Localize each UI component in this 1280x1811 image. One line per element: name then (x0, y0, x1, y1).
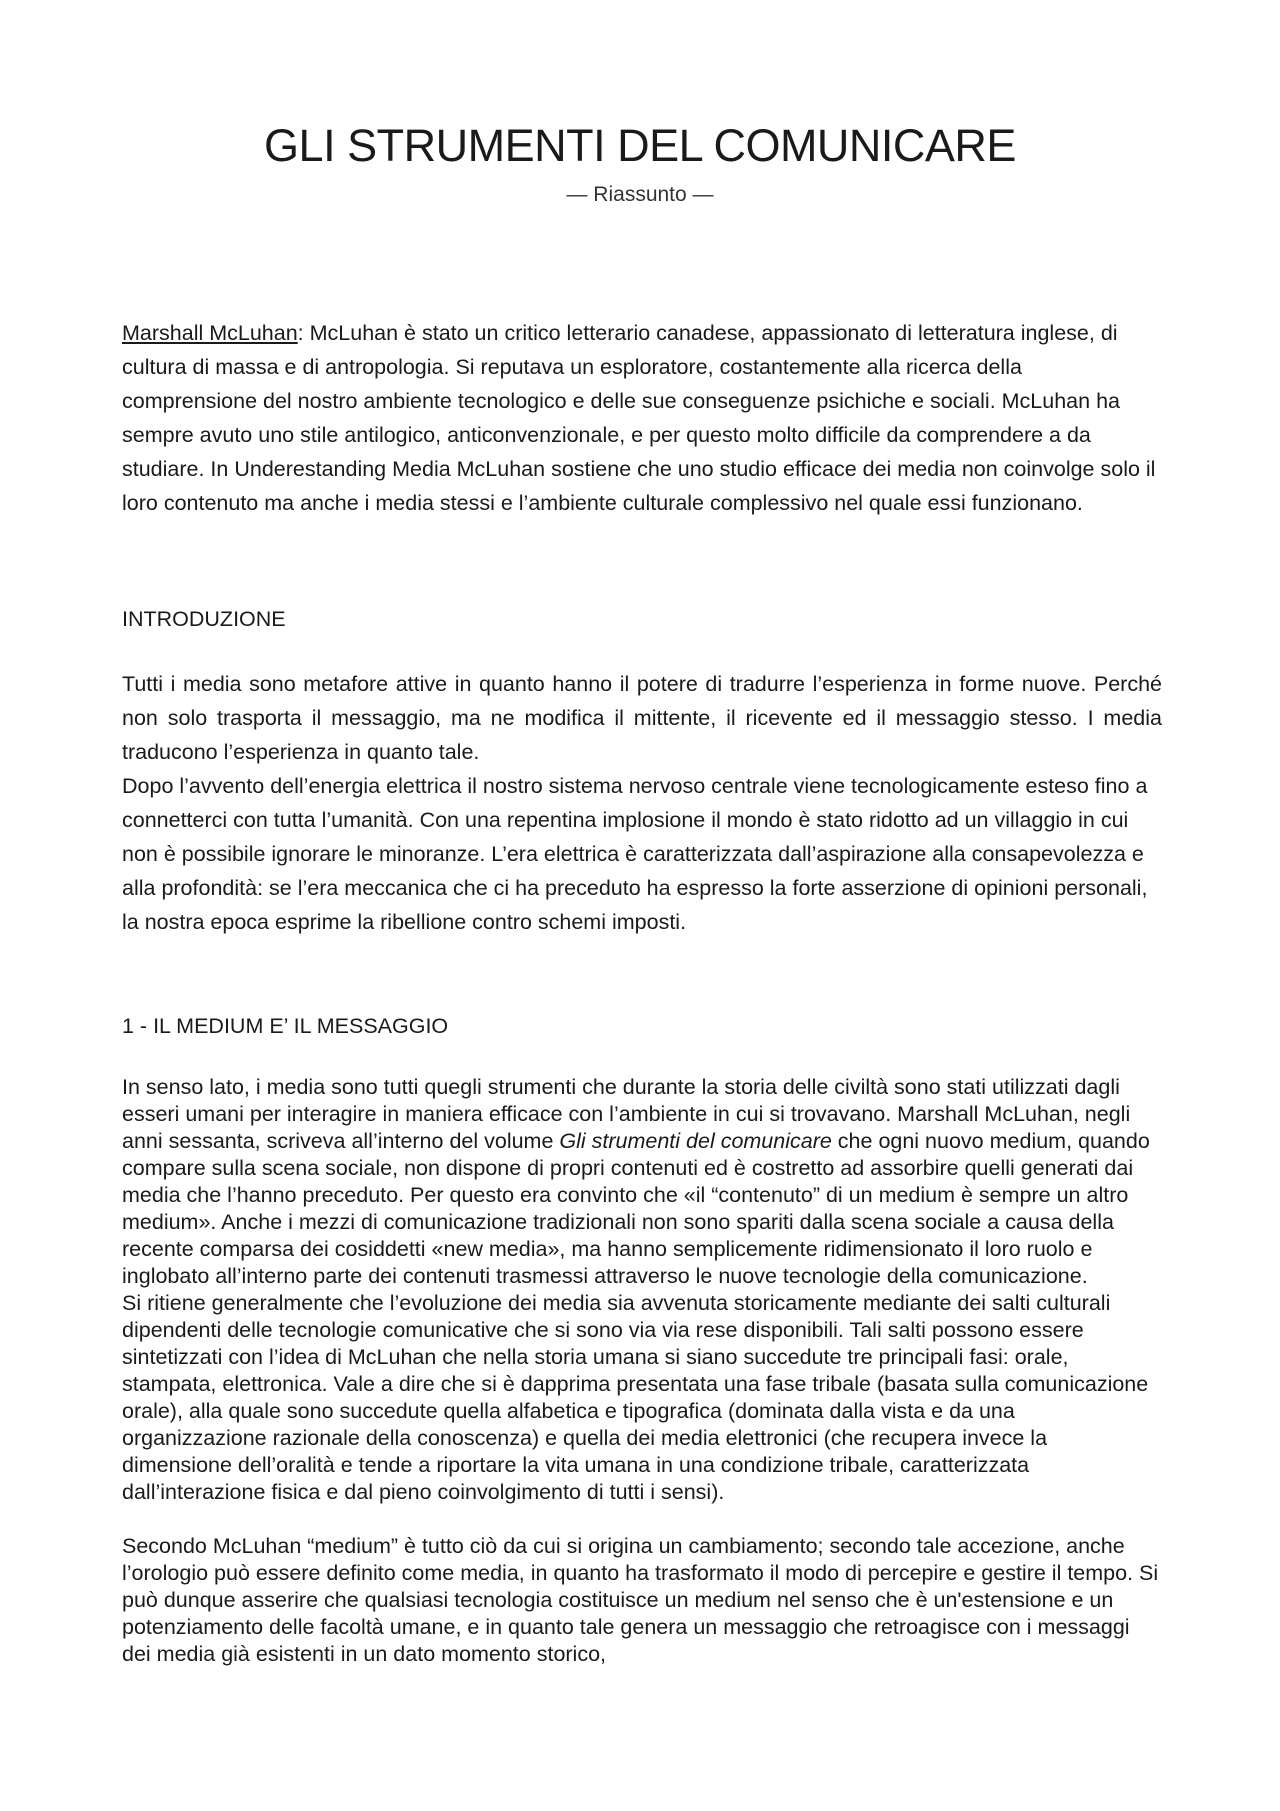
author-paragraph (122, 316, 1162, 520)
author-link[interactable]: Marshall McLuhan (122, 321, 298, 345)
introduzione-body (122, 667, 1162, 939)
section1-paragraph-2: Si ritiene generalmente che l’evoluzione dei media sia avvenuta storicamente mediante dei salti culturali dipendenti delle tecnologie comunicative che si sono via via rese disponibili. Tali salti possono essere sintetizzati con l’idea di McLuhan che nella storia umana si siano succedute tre principali fasi: orale, stampata, elettronica. Vale a dire che si è dapprima presentata una fase tribale (basata sulla comunicazione orale), alla quale sono succedute quella alfabetica e tipografica (dominata dalla vista e da una organizzazione razionale della conoscenza) e quella dei media elettronici (che recupera invece la dimensione dell’oralità e tende a riportare la vita umana in una condizione tribale, caratterizzata dall’interazione fisica e dal pieno coinvolgimento di tutti i sensi). (122, 1291, 1149, 1504)
section1-paragraph-1-part-a: In senso lato, i media sono tutti quegli strumenti che durante la storia delle civiltà sono stati utilizzati dagli esseri umani per interagire in maniera efficace con l’ambiente in cui si trovavano. Marshall McLuhan, negli anni sessanta, scriveva all’interno del volume (122, 1075, 1131, 1153)
introduzione-paragraph-1: Tutti i media sono metafore attive in quanto hanno il potere di tradurre l’esperienza in forme nuove. Perché non solo trasporta il messaggio, ma ne modifica il mittente, il ricevente ed il messaggio stesso. I media traducono l’esperienza in quanto tale. (122, 672, 1162, 764)
section1-heading: 1 - IL MEDIUM E’ IL MESSAGGIO (122, 1014, 449, 1038)
introduzione-paragraph-2: Dopo l’avvento dell’energia elettrica il nostro sistema nervoso centrale viene tecnologicamente esteso fino a connetterci con tutta l’umanità. Con una repentina implosione il mondo è stato ridotto ad un villaggio in cui non è possibile ignorare le minoranze. L’era elettrica è caratterizzata dall’aspirazione alla consapevolezza e alla profondità: se l’era meccanica che ci ha preceduto ha espresso la forte asserzione di opinioni personali, la nostra epoca esprime la ribellione contro schemi imposti. (122, 774, 1148, 934)
document-title: GLI STRUMENTI DEL COMUNICARE (264, 120, 1016, 171)
author-description: : McLuhan è stato un critico letterario canadese, appassionato di letteratura inglese, di cultura di massa e di antropologia. Si reputava un esploratore, costantemente alla ricerca della comprensione del nostro ambiente tecnologico e delle sue conseguenze psichiche e sociali. McLuhan ha sempre avuto uno stile antilogico, anticonvenzionale, e per questo molto difficile da comprendere a da studiare. In Underestanding Media McLuhan sostiene che uno studio efficace dei media non coinvolge solo il loro contenuto ma anche i media stessi e l’ambiente culturale complessivo nel quale essi funzionano. (122, 321, 1156, 515)
document-subtitle: — Riassunto — (566, 183, 714, 206)
section1-body (122, 1074, 1162, 1668)
section1-paragraph-1 (122, 1074, 1162, 1290)
section1-paragraph-1-part-b: che ogni nuovo medium, quando compare sulla scena sociale, non dispone di propri contenuti ed è costretto ad assorbire quelli generati dai media che l’hanno preceduto. Per questo era convinto che «il “contenuto” di un medium è sempre un altro medium». Anche i mezzi di comunicazione tradizionali non sono spariti dalla scena sociale a causa della recente comparsa dei cosiddetti «new media», ma hanno semplicemente ridimensionato il loro ruolo e inglobato all’interno parte dei contenuti trasmessi attraverso le nuove tecnologie della comunicazione. (122, 1129, 1150, 1288)
section1-paragraph-3: Secondo McLuhan “medium” è tutto ciò da cui si origina un cambiamento; secondo tale accezione, anche l’orologio può essere definito come media, in quanto ha trasformato il modo di percepire e gestire il tempo. Si può dunque asserire che qualsiasi tecnologia costituisce un medium nel senso che è un'estensione e un potenziamento delle facoltà umane, e in quanto tale genera un messaggio che retroagisce con i messaggi dei media già esistenti in un dato momento storico, (122, 1534, 1159, 1666)
book-title: Gli strumenti del comunicare (559, 1129, 832, 1153)
introduzione-heading: INTRODUZIONE (122, 607, 286, 631)
